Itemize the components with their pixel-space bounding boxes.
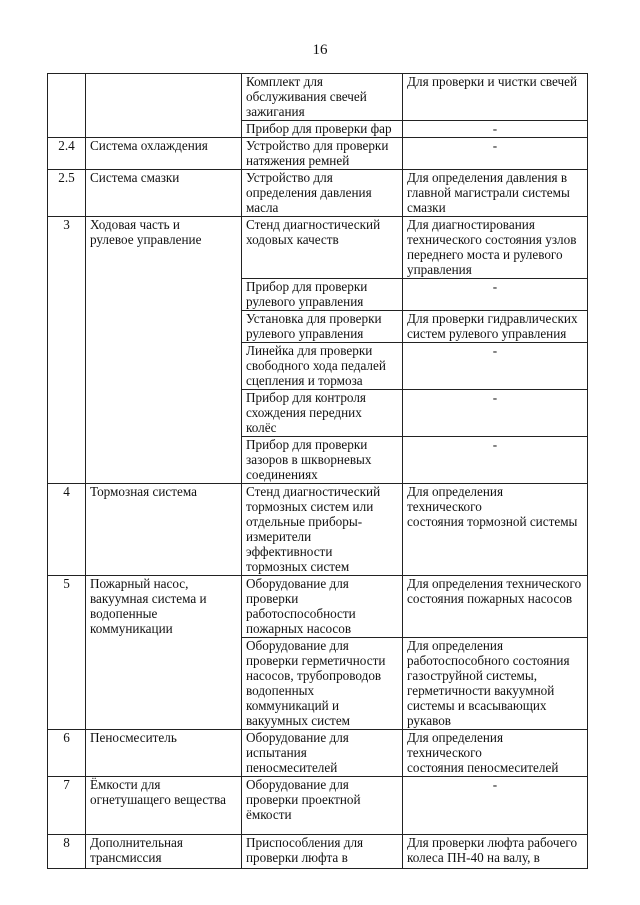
row-number: 8	[48, 835, 86, 869]
table-row	[48, 777, 588, 835]
purpose-cell: -	[403, 390, 588, 437]
equipment-cell: Устройство для определения давления масла	[242, 170, 403, 217]
system-cell: Дополнительная трансмиссия	[86, 835, 242, 869]
purpose-cell: Для определения технического состояния пеносмесителей	[403, 730, 588, 777]
equipment-cell: Прибор для контроля схождения передних колёс	[242, 390, 403, 437]
equipment-cell: Устройство для проверки натяжения ремней	[242, 138, 403, 170]
table-row	[48, 576, 588, 638]
purpose-cell: -	[403, 437, 588, 484]
purpose-cell: Для проверки люфта рабочего колеса ПН-40 на валу, в	[403, 835, 588, 869]
row-number: 6	[48, 730, 86, 777]
table-row	[48, 484, 588, 576]
purpose-cell: -	[403, 279, 588, 311]
purpose-cell: -	[403, 343, 588, 390]
purpose-cell: Для проверки гидравлических систем рулевого управления	[403, 311, 588, 343]
system-cell: Пеносмеситель	[86, 730, 242, 777]
system-cell: Ходовая часть и рулевое управление	[86, 217, 242, 484]
equipment-cell: Оборудование для испытания пеносмесителей	[242, 730, 403, 777]
purpose-cell: -	[403, 777, 588, 835]
equipment-table	[47, 73, 588, 869]
table-row	[48, 730, 588, 777]
purpose-cell: Для определения технического состояния пожарных насосов	[403, 576, 588, 638]
row-number: 5	[48, 576, 86, 730]
equipment-cell: Оборудование для проверки работоспособности пожарных насосов	[242, 576, 403, 638]
equipment-cell: Линейка для проверки свободного хода педалей сцепления и тормоза	[242, 343, 403, 390]
table-row	[48, 138, 588, 170]
table-row	[48, 217, 588, 279]
system-cell: Система охлаждения	[86, 138, 242, 170]
row-number	[48, 74, 86, 138]
system-cell	[86, 74, 242, 138]
row-number: 7	[48, 777, 86, 835]
purpose-cell: Для определения работоспособного состояния газоструйной системы, герметичности вакуумной системы и всасывающих рукавов	[403, 638, 588, 730]
row-number: 2.5	[48, 170, 86, 217]
table-row	[48, 74, 588, 121]
equipment-cell: Установка для проверки рулевого управления	[242, 311, 403, 343]
equipment-cell: Оборудование для проверки проектной ёмкости	[242, 777, 403, 835]
equipment-cell: Стенд диагностический ходовых качеств	[242, 217, 403, 279]
purpose-cell: -	[403, 138, 588, 170]
purpose-cell: Для определения технического состояния тормозной системы	[403, 484, 588, 576]
equipment-cell: Прибор для проверки зазоров в шкворневых соединениях	[242, 437, 403, 484]
row-number: 2.4	[48, 138, 86, 170]
equipment-cell: Оборудование для проверки герметичности насосов, трубопроводов водопенных коммуникаций и вакуумных систем	[242, 638, 403, 730]
system-cell: Пожарный насос, вакуумная система и водопенные коммуникации	[86, 576, 242, 730]
purpose-cell: -	[403, 121, 588, 138]
row-number: 3	[48, 217, 86, 484]
table-row	[48, 170, 588, 217]
purpose-cell: Для диагностирования технического состояния узлов переднего моста и рулевого управления	[403, 217, 588, 279]
purpose-cell: Для определения давления в главной магистрали системы смазки	[403, 170, 588, 217]
purpose-cell: Для проверки и чистки свечей	[403, 74, 588, 121]
equipment-cell: Комплект для обслуживания свечей зажигания	[242, 74, 403, 121]
equipment-cell: Прибор для проверки рулевого управления	[242, 279, 403, 311]
table-row	[48, 835, 588, 869]
page-number: 16	[312, 42, 328, 58]
system-cell: Система смазки	[86, 170, 242, 217]
system-cell: Ёмкости для огнетушащего вещества	[86, 777, 242, 835]
equipment-cell: Стенд диагностический тормозных систем или отдельные приборы- измерители эффективности тормозных систем	[242, 484, 403, 576]
equipment-cell: Приспособления для проверки люфта в	[242, 835, 403, 869]
system-cell: Тормозная система	[86, 484, 242, 576]
row-number: 4	[48, 484, 86, 576]
equipment-cell: Прибор для проверки фар	[242, 121, 403, 138]
